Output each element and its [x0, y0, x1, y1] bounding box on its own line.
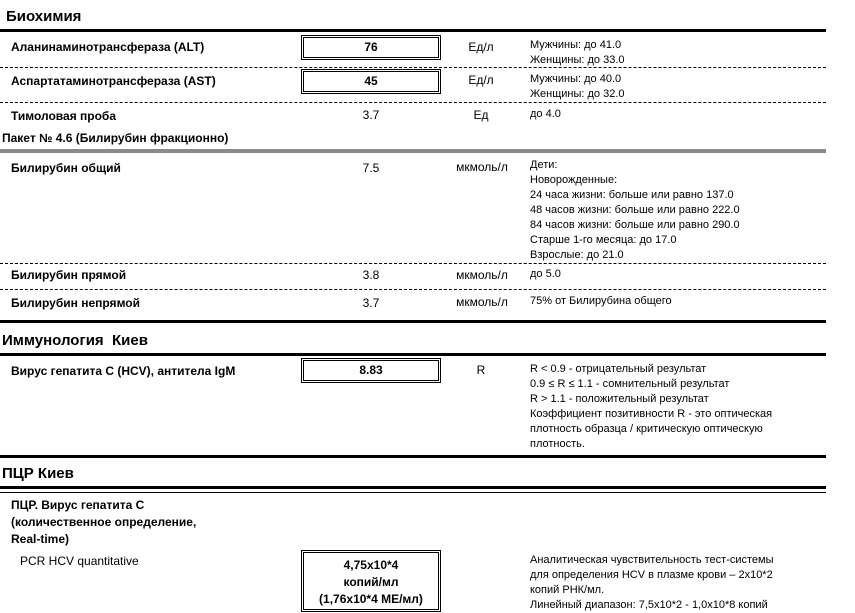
dotted-divider — [0, 263, 826, 264]
ref-alt: Мужчины: до 41.0 Женщины: до 33.0 — [530, 39, 625, 66]
unit-hcv-igm: R — [476, 363, 486, 377]
pcr-ref: Аналитическая чувствительность тест-системы для определения HCV в плазме крови – 2x10*2 копий РНК/мл. Линейный диапазон: 7,5x10*2 - 1,0x10*8 копий — [530, 554, 774, 611]
grey-divider — [0, 149, 826, 153]
dotted-divider — [0, 289, 826, 290]
test-name-thymol: Тимоловая проба — [11, 109, 117, 123]
test-name-alt: Аланинаминотрансфераза (ALT) — [11, 40, 205, 54]
ref-thymol: до 4.0 — [530, 108, 561, 120]
divider — [0, 492, 826, 493]
unit-thymol: Ед — [473, 108, 489, 122]
section-title-pcr: ПЦР Киев — [2, 465, 74, 482]
package-title: Пакет № 4.6 (Билирубин фракционно) — [2, 131, 229, 145]
ref-hcv-igm: R < 0.9 - отрицательный результат 0.9 ≤ R ≤ 1.1 - сомнительный результат R > 1.1 - положительный результат Коэффициент позитивности R - это оптическая плотность образца / критическую оптическую плотность. — [530, 363, 773, 450]
pcr-result-box: 4,75x10*4 копий/мл (1,76x10*4 МЕ/мл) — [301, 550, 441, 612]
unit-alt: Ед/л — [468, 40, 494, 54]
result-box-alt: 76 — [301, 35, 441, 60]
result-bil-indirect: 3.7 — [362, 296, 380, 310]
pcr-group-title: ПЦР. Вирус гепатита С (количественное определение, Real-time) — [11, 498, 197, 546]
test-name-bil-total: Билирубин общий — [11, 161, 121, 175]
section-title-biochem: Биохимия — [6, 8, 82, 25]
divider — [0, 455, 826, 458]
divider — [0, 486, 826, 489]
divider — [0, 353, 826, 356]
unit-ast: Ед/л — [468, 73, 494, 87]
result-thymol: 3.7 — [362, 108, 380, 122]
unit-bil-total: мкмоль/л — [456, 160, 508, 174]
result-box-ast: 45 — [301, 69, 441, 94]
divider — [0, 29, 826, 32]
unit-bil-direct: мкмоль/л — [456, 268, 508, 282]
ref-bil-indirect: 75% от Билирубина общего — [530, 295, 672, 307]
result-box-hcv-igm: 8.83 — [301, 358, 441, 383]
dotted-divider — [0, 67, 826, 68]
ref-bil-direct: до 5.0 — [530, 268, 561, 280]
divider — [0, 320, 826, 323]
test-name-bil-indirect: Билирубин непрямой — [11, 296, 140, 310]
ref-ast: Мужчины: до 40.0 Женщины: до 32.0 — [530, 73, 625, 100]
ref-bil-total: Дети: Новорожденные: 24 часа жизни: больше или равно 137.0 48 часов жизни: больше или равно 222.0 84 часов жизни: больше или равно 290.0 Старше 1-го месяца: до 17.0 Взрослые: до 21.0 — [530, 159, 740, 261]
dotted-divider — [0, 102, 826, 103]
result-bil-direct: 3.8 — [362, 268, 380, 282]
result-bil-total: 7.5 — [362, 161, 380, 175]
section-title-immuno: Иммунология Киев — [2, 332, 148, 349]
test-name-ast: Аспартатаминотрансфераза (AST) — [11, 74, 216, 88]
test-name-hcv-igm: Вирус гепатита С (HCV), антитела IgM — [11, 364, 236, 378]
test-name-bil-direct: Билирубин прямой — [11, 268, 127, 282]
pcr-test-name: PCR HCV quantitative — [20, 554, 139, 568]
unit-bil-indirect: мкмоль/л — [456, 295, 508, 309]
